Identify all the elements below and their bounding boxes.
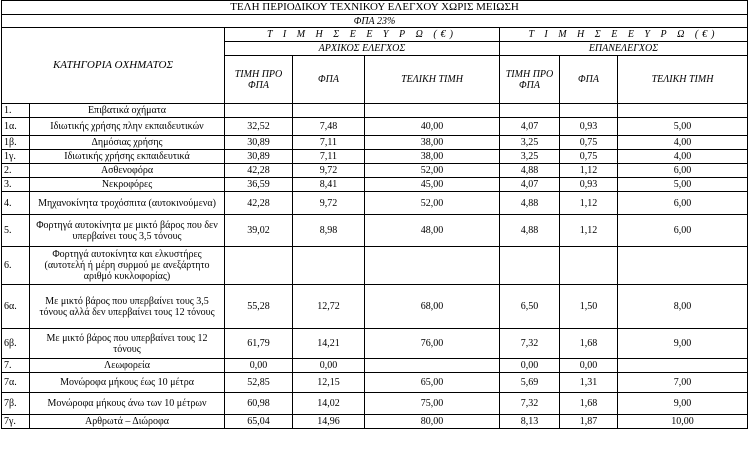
col-final: ΤΕΛΙΚΗ ΤΙΜΗ [365,56,500,104]
row-code: 1. [2,104,30,118]
cell-final: 45,00 [365,178,500,192]
cell-final: 68,00 [365,285,500,329]
cell-vat: 0,00 [293,359,365,373]
cell-recheck-vat: 1,31 [560,373,618,393]
cell-pre-vat [225,247,293,285]
price-header-recheck: Τ Ι Μ Η Σ Ε Ε Υ Ρ Ω (€) [500,28,748,42]
row-code: 5. [2,215,30,247]
row-code: 4. [2,192,30,215]
row-code: 1α. [2,118,30,136]
cell-recheck-pre-vat: 5,69 [500,373,560,393]
cell-recheck-vat: 1,12 [560,215,618,247]
cell-recheck-vat: 1,12 [560,164,618,178]
table-row [2,329,748,359]
table-title: ΤΕΛΗ ΠΕΡΙΟΔΙΚΟΥ ΤΕΧΝΙΚΟΥ ΕΛΕΓΧΟΥ ΧΩΡΙΣ ΜΕΙΩΣΗ [2,1,748,15]
row-code: 2. [2,164,30,178]
cell-recheck-final: 6,00 [618,192,748,215]
price-header-initial: Τ Ι Μ Η Σ Ε Ε Υ Ρ Ω (€) [225,28,500,42]
cell-recheck-pre-vat: 6,50 [500,285,560,329]
cell-recheck-final [618,104,748,118]
table-row [2,150,748,164]
row-code: 7α. [2,373,30,393]
cell-pre-vat [225,104,293,118]
cell-vat: 9,72 [293,192,365,215]
cell-vat: 7,48 [293,118,365,136]
fees-table [1,0,748,429]
row-code: 1γ. [2,150,30,164]
cell-recheck-final: 6,00 [618,215,748,247]
cell-recheck-final: 7,00 [618,373,748,393]
cell-final: 75,00 [365,393,500,415]
cell-recheck-vat: 0,00 [560,359,618,373]
cell-final: 65,00 [365,373,500,393]
cell-recheck-final: 8,00 [618,285,748,329]
cell-vat: 12,72 [293,285,365,329]
vat-note: ΦΠΑ 23% [2,15,748,28]
row-code: 7β. [2,393,30,415]
cell-recheck-vat: 1,68 [560,329,618,359]
table-row [2,104,748,118]
table-row [2,136,748,150]
cell-recheck-final: 9,00 [618,393,748,415]
cell-vat: 14,21 [293,329,365,359]
cell-pre-vat: 42,28 [225,192,293,215]
table-row [2,178,748,192]
col-pre-vat-recheck: ΤΙΜΗ ΠΡΟ ΦΠΑ [500,56,560,104]
table-row [2,215,748,247]
row-category: Μονώροφα μήκους έως 10 μέτρα [30,373,225,393]
col-pre-vat: ΤΙΜΗ ΠΡΟ ΦΠΑ [225,56,293,104]
cell-recheck-vat: 1,87 [560,415,618,429]
cell-recheck-vat [560,104,618,118]
cell-final: 52,00 [365,192,500,215]
cell-vat: 9,72 [293,164,365,178]
cell-final [365,247,500,285]
cell-recheck-pre-vat: 4,07 [500,118,560,136]
cell-recheck-final [618,359,748,373]
cell-pre-vat: 39,02 [225,215,293,247]
cell-vat: 8,98 [293,215,365,247]
row-code: 7. [2,359,30,373]
cell-recheck-vat: 0,93 [560,118,618,136]
cell-recheck-pre-vat: 4,88 [500,164,560,178]
cell-recheck-pre-vat [500,104,560,118]
cell-pre-vat: 30,89 [225,136,293,150]
cell-vat [293,247,365,285]
row-code: 6β. [2,329,30,359]
cell-final [365,104,500,118]
row-category: Ιδιωτικής χρήσης πλην εκπαιδευτικών [30,118,225,136]
cell-final: 80,00 [365,415,500,429]
cell-recheck-pre-vat: 3,25 [500,150,560,164]
cell-pre-vat: 55,28 [225,285,293,329]
table-row [2,192,748,215]
cell-recheck-pre-vat: 7,32 [500,329,560,359]
cell-recheck-pre-vat: 8,13 [500,415,560,429]
table-row [2,118,748,136]
cell-recheck-pre-vat: 4,07 [500,178,560,192]
cell-final: 52,00 [365,164,500,178]
cell-vat: 12,15 [293,373,365,393]
cell-recheck-vat: 0,93 [560,178,618,192]
cell-vat: 14,02 [293,393,365,415]
table-row [2,373,748,393]
cell-recheck-vat: 0,75 [560,150,618,164]
cell-recheck-pre-vat: 3,25 [500,136,560,150]
cell-vat: 8,41 [293,178,365,192]
cell-vat: 7,11 [293,150,365,164]
cell-recheck-final: 4,00 [618,136,748,150]
row-code: 6. [2,247,30,285]
cell-vat: 14,96 [293,415,365,429]
cell-vat [293,104,365,118]
category-header: ΚΑΤΗΓΟΡΙΑ ΟΧΗΜΑΤΟΣ [2,28,225,104]
row-code: 7γ. [2,415,30,429]
cell-final: 40,00 [365,118,500,136]
cell-recheck-final [618,247,748,285]
cell-final: 38,00 [365,150,500,164]
table-row [2,359,748,373]
row-code: 3. [2,178,30,192]
cell-recheck-vat: 1,50 [560,285,618,329]
col-vat: ΦΠΑ [293,56,365,104]
row-category: Φορτηγά αυτοκίνητα και ελκυστήρες (αυτοτελή ή μέρη συρμού με ανεξάρτητο αριθμό κυκλοφορίας) [30,247,225,285]
cell-final [365,359,500,373]
cell-final: 76,00 [365,329,500,359]
cell-pre-vat: 42,28 [225,164,293,178]
initial-check-header: ΑΡΧΙΚΟΣ ΕΛΕΓΧΟΣ [225,42,500,56]
row-category: Με μικτό βάρος που υπερβαίνει τους 3,5 τόνους αλλά δεν υπερβαίνει τους 12 τόνους [30,285,225,329]
cell-recheck-final: 5,00 [618,178,748,192]
cell-pre-vat: 60,98 [225,393,293,415]
cell-recheck-vat [560,247,618,285]
col-vat-recheck: ΦΠΑ [560,56,618,104]
cell-pre-vat: 61,79 [225,329,293,359]
table-row [2,247,748,285]
recheck-header: ΕΠΑΝΕΛΕΓΧΟΣ [500,42,748,56]
row-code: 6α. [2,285,30,329]
table-body [2,104,748,429]
cell-recheck-final: 10,00 [618,415,748,429]
cell-pre-vat: 32,52 [225,118,293,136]
row-category: Επιβατικά οχήματα [30,104,225,118]
table-row [2,285,748,329]
cell-recheck-vat: 0,75 [560,136,618,150]
cell-recheck-final: 4,00 [618,150,748,164]
cell-recheck-vat: 1,68 [560,393,618,415]
row-category: Λεωφορεία [30,359,225,373]
row-category: Νεκροφόρες [30,178,225,192]
cell-vat: 7,11 [293,136,365,150]
row-category: Αρθρωτά – Διώροφα [30,415,225,429]
row-category: Δημόσιας χρήσης [30,136,225,150]
row-category: Με μικτό βάρος που υπερβαίνει τους 12 τόνους [30,329,225,359]
table-row [2,164,748,178]
cell-pre-vat: 36,59 [225,178,293,192]
row-category: Ασθενοφόρα [30,164,225,178]
cell-pre-vat: 65,04 [225,415,293,429]
cell-recheck-final: 9,00 [618,329,748,359]
cell-final: 48,00 [365,215,500,247]
row-category: Φορτηγά αυτοκίνητα με μικτό βάρος που δεν υπερβαίνει τους 3,5 τόνους [30,215,225,247]
row-category: Μονώροφα μήκους άνω των 10 μέτρων [30,393,225,415]
cell-final: 38,00 [365,136,500,150]
cell-recheck-pre-vat: 7,32 [500,393,560,415]
cell-recheck-final: 5,00 [618,118,748,136]
cell-pre-vat: 0,00 [225,359,293,373]
table-row [2,393,748,415]
cell-pre-vat: 30,89 [225,150,293,164]
cell-recheck-pre-vat: 4,88 [500,215,560,247]
cell-pre-vat: 52,85 [225,373,293,393]
col-final-recheck: ΤΕΛΙΚΗ ΤΙΜΗ [618,56,748,104]
row-category: Μηχανοκίνητα τροχόσπιτα (αυτοκινούμενα) [30,192,225,215]
row-category: Ιδιωτικής χρήσης εκπαιδευτικά [30,150,225,164]
cell-recheck-pre-vat [500,247,560,285]
cell-recheck-vat: 1,12 [560,192,618,215]
table-row [2,415,748,429]
cell-recheck-final: 6,00 [618,164,748,178]
row-code: 1β. [2,136,30,150]
cell-recheck-pre-vat: 0,00 [500,359,560,373]
cell-recheck-pre-vat: 4,88 [500,192,560,215]
